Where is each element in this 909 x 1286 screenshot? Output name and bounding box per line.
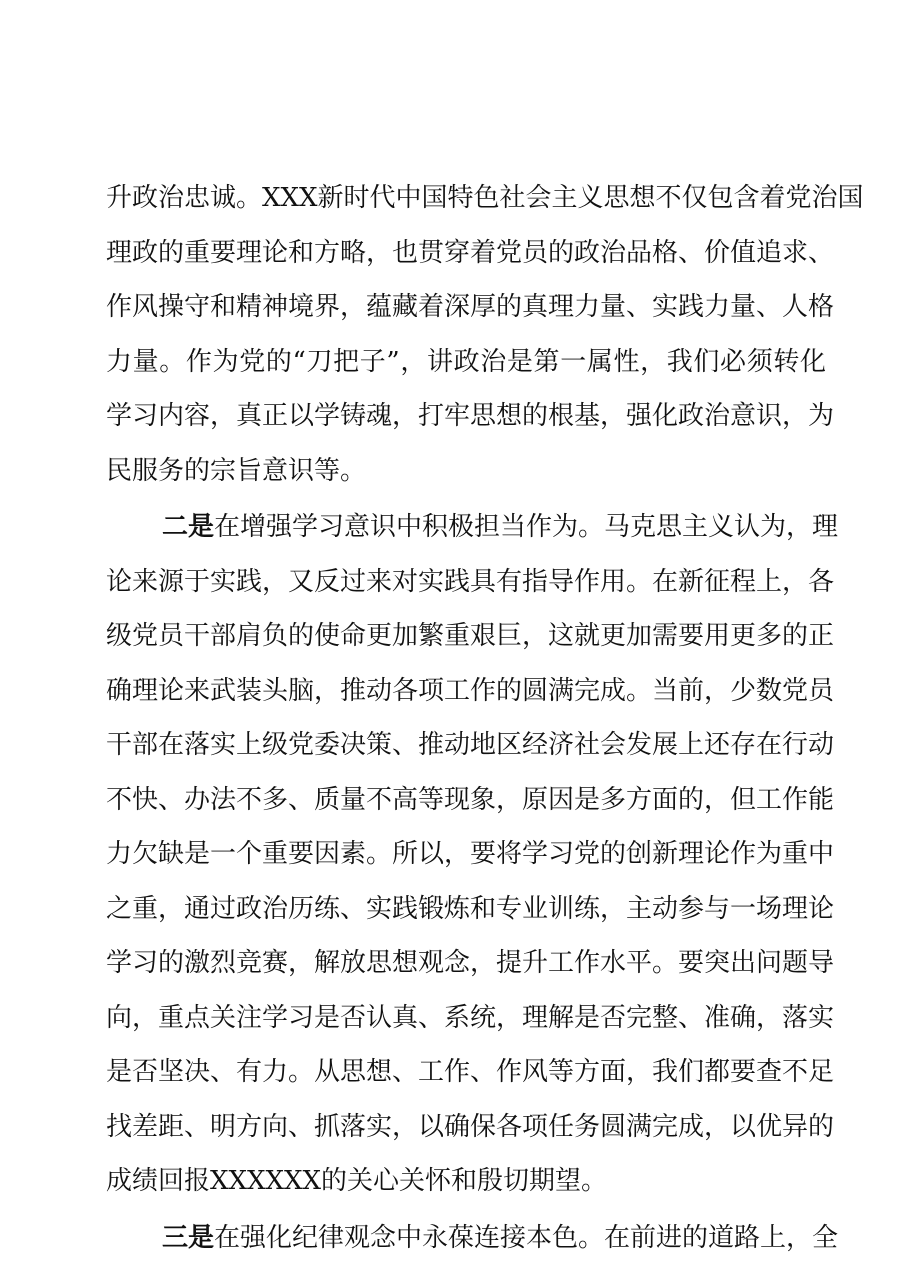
paragraph-2-line: 找差距、明方向、抓落实，以确保各项任务圆满完成，以优异的 bbox=[106, 1111, 835, 1142]
document-body bbox=[106, 176, 864, 1270]
paragraph-2-line: 级党员干部肩负的使命更加繁重艰巨，这就更加需要用更多的正 bbox=[106, 621, 835, 651]
paragraph-3-lead: 三是 bbox=[162, 1222, 215, 1253]
paragraph-2-line: 学习的激烈竞赛，解放思想观念，提升工作水平。要突出问题导 bbox=[106, 948, 835, 978]
paragraph-2-line: 之重，通过政治历练、实践锻炼和专业训练，主动参与一场理论 bbox=[106, 893, 835, 924]
paragraph-2-line: 不快、办法不多、质量不高等现象，原因是多方面的，但工作能 bbox=[106, 784, 835, 815]
paragraph-3 bbox=[106, 1216, 839, 1261]
paragraph-2-line: 力欠缺是一个重要因素。所以，要将学习党的创新理论作为重中 bbox=[106, 839, 835, 869]
paragraph-2-line: 向，重点关注学习是否认真、系统，理解是否完整、准确，落实 bbox=[106, 1002, 835, 1033]
paragraph-2-first-line-text: 在增强学习意识中积极担当作为。马克思主义认为，理 bbox=[214, 512, 839, 542]
paragraph-1 bbox=[106, 176, 864, 493]
paragraph-1-line: 升政治忠诚。XXX新时代中国特色社会主义思想不仅包含着党治国 bbox=[106, 183, 864, 213]
paragraph-2-line: 成绩回报XXXXXX的关心关怀和殷切期望。 bbox=[106, 1166, 608, 1196]
paragraph-2-lead: 二是 bbox=[162, 512, 215, 542]
paragraph-2-first-line bbox=[106, 505, 839, 550]
paragraph-3-first-line bbox=[106, 1216, 839, 1261]
paragraph-3-first-line-text: 在强化纪律观念中永葆连接本色。在前进的道路上，全 bbox=[214, 1222, 839, 1253]
paragraph-2-line: 论来源于实践，又反过来对实践具有指导作用。在新征程上，各 bbox=[106, 566, 835, 597]
paragraph-2-line: 干部在落实上级党委决策、推动地区经济社会发展上还存在行动 bbox=[106, 730, 835, 760]
paragraph-1-line: 力量。作为党的“刀把子”，讲政治是第一属性，我们必须转化 bbox=[106, 346, 826, 377]
paragraph-2 bbox=[106, 505, 839, 1204]
paragraph-1-line: 民服务的宗旨意识等。 bbox=[106, 455, 367, 486]
paragraph-1-line: 作风操守和精神境界，蕴藏着深厚的真理力量、实践力量、人格 bbox=[106, 292, 835, 322]
paragraph-2-line: 确理论来武装头脑，推动各项工作的圆满完成。当前，少数党员 bbox=[106, 675, 835, 706]
paragraph-1-line: 理政的重要理论和方略，也贯穿着党员的政治品格、价值追求、 bbox=[106, 237, 835, 268]
paragraph-2-line: 是否坚决、有力。从思想、工作、作风等方面，我们都要查不足 bbox=[106, 1057, 835, 1087]
paragraph-1-line: 学习内容，真正以学铸魂，打牢思想的根基，强化政治意识，为 bbox=[106, 401, 835, 431]
